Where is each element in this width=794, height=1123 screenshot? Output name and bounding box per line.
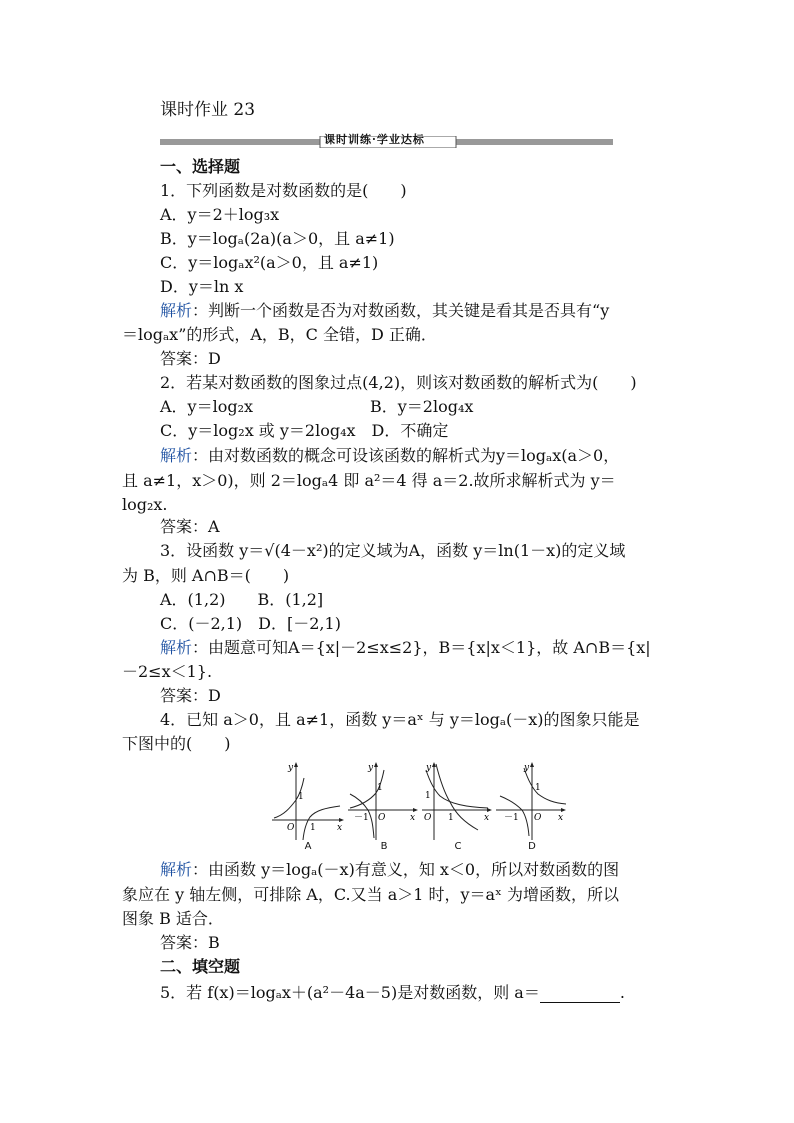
svg-text:1: 1: [425, 791, 431, 801]
analysis-text: ：由题意可知A＝{x|－2≤x≤2}，B＝{x|x＜1}，故 A∩B＝{x|: [192, 638, 651, 657]
graph-c: [420, 760, 496, 852]
svg-text:1: 1: [377, 783, 383, 793]
svg-text:－1: －1: [504, 813, 519, 823]
q4-stem-line2: 下图中的( ): [122, 734, 231, 753]
answer-blank[interactable]: [540, 986, 620, 1003]
svg-text:－1: －1: [354, 813, 369, 823]
q1-option-a: A．y＝2＋log₃x: [160, 205, 280, 224]
svg-text:y: y: [368, 763, 374, 773]
tick-label: 1: [310, 823, 316, 833]
q3-analysis-line2: －2≤x＜1}.: [122, 662, 213, 681]
origin-label: O: [287, 823, 295, 833]
svg-text:x: x: [484, 813, 490, 823]
q1-analysis-line1: [160, 301, 609, 321]
q4-answer: 答案：B: [160, 933, 220, 952]
q1-option-d: D．y＝ln x: [160, 277, 244, 296]
q2-stem: 2．若某对数函数的图象过点(4,2)，则该对数函数的解析式为( ): [160, 373, 637, 392]
svg-text:1: 1: [535, 783, 541, 793]
q1-answer: 答案：D: [160, 349, 221, 368]
graph-caption: B: [380, 841, 388, 852]
q1-analysis-line2: ＝logₐx”的形式，A，B，C 全错，D 正确．: [122, 325, 437, 344]
page-title: 课时作业 23: [160, 100, 256, 120]
q5-text: 5．若 f(x)＝logₐx＋(a²－4a－5)是对数函数，则 a＝: [160, 983, 540, 1002]
section-heading-fill: 二、填空题: [160, 957, 241, 976]
svg-text:y: y: [426, 763, 432, 773]
analysis-label: 解析: [160, 860, 193, 879]
q3-analysis-line1: [160, 638, 651, 658]
q2-option-a: A．y＝log₂x: [160, 397, 254, 416]
section-banner: [160, 133, 613, 145]
q3-stem-line1: 3．设函数 y＝√(4－x²)的定义域为A，函数 y＝ln(1－x)的定义域: [160, 541, 626, 560]
q3-option-cd: C．(－2,1) D．[－2,1): [160, 614, 341, 633]
graph-caption: A: [304, 841, 312, 852]
q4-analysis-line1: [160, 860, 619, 880]
q2-analysis-line1: [160, 446, 619, 466]
q2-analysis-line2: 且 a≠1，x＞0)，则 2＝logₐ4 即 a²＝4 得 a＝2.故所求解析式为 y＝: [122, 471, 616, 490]
analysis-text: ：由函数 y＝logₐ(－x)有意义，知 x＜0，所以对数函数的图: [192, 860, 620, 879]
svg-text:O: O: [378, 813, 386, 823]
svg-text:x: x: [410, 813, 416, 823]
q5-stem: [160, 983, 625, 1003]
q4-analysis-line2: 象应在 y 轴左侧，可排除 A，C.又当 a＞1 时，y＝aˣ 为增函数，所以: [122, 885, 619, 904]
analysis-text: ：判断一个函数是否为对数函数，其关键是看其是否具有“y: [192, 301, 610, 320]
svg-text:x: x: [558, 813, 564, 823]
banner-text: 课时训练·学业达标: [324, 133, 425, 146]
svg-text:y: y: [524, 763, 530, 773]
analysis-text: ：由对数函数的概念可设该函数的解析式为y＝logₐx(a＞0，: [192, 446, 620, 465]
graph-d: [494, 760, 570, 852]
graph-b: [346, 760, 422, 852]
axis-x-label: x: [337, 823, 343, 833]
q2-option-cd: C．y＝log₂x 或 y＝2log₄x D．不确定: [160, 421, 449, 440]
analysis-label: 解析: [160, 301, 193, 320]
q4-stem-line1: 4．已知 a＞0，且 a≠1，函数 y＝aˣ 与 y＝logₐ(－x)的图象只能是: [160, 710, 640, 729]
analysis-label: 解析: [160, 638, 193, 657]
q2-analysis-line3: log₂x.: [122, 495, 168, 514]
svg-text:1: 1: [448, 813, 454, 823]
q4-option-graphs: [270, 760, 570, 855]
q1-option-b: B．y＝logₐ(2a)(a＞0，且 a≠1): [160, 229, 395, 248]
q1-stem: 1．下列函数是对数函数的是( ): [160, 181, 407, 200]
axis-y-label: y: [288, 763, 294, 773]
q5-end: .: [619, 983, 625, 1002]
analysis-label: 解析: [160, 446, 193, 465]
section-heading-choice: 一、选择题: [160, 157, 241, 176]
q3-answer: 答案：D: [160, 686, 221, 705]
svg-text:O: O: [424, 813, 432, 823]
q4-analysis-line3: 图象 B 适合．: [122, 909, 224, 928]
graph-caption: C: [454, 841, 462, 852]
q3-stem-line2: 为 B，则 A∩B＝( ): [122, 566, 290, 585]
tick-label: 1: [298, 792, 304, 802]
q1-option-c: C．y＝logₐx²(a＞0，且 a≠1): [160, 253, 379, 272]
q2-answer: 答案：A: [160, 517, 220, 536]
q3-option-ab: A．(1,2) B．(1,2]: [160, 590, 324, 609]
graph-caption: D: [528, 841, 536, 852]
graph-a: [270, 760, 346, 852]
q2-option-b: B．y＝2log₄x: [370, 397, 474, 416]
svg-text:O: O: [534, 813, 542, 823]
